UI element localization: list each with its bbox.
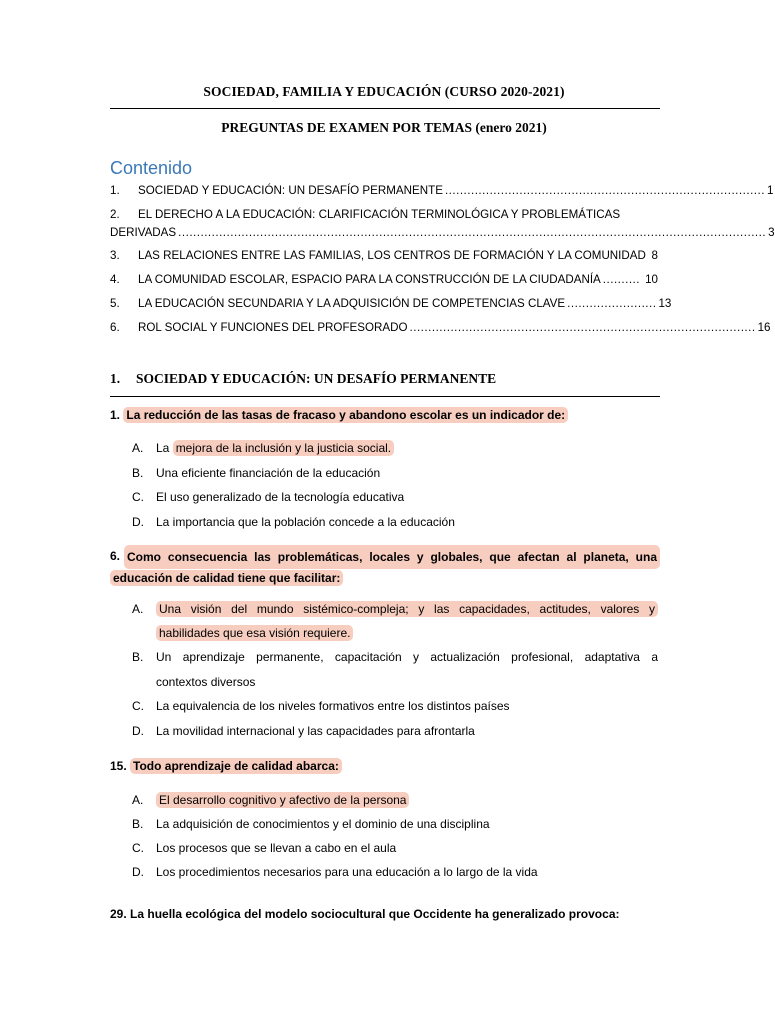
toc-entry-3[interactable] bbox=[110, 248, 658, 264]
toc-entry-text: ROL SOCIAL Y FUNCIONES DEL PROFESORADO bbox=[138, 321, 408, 334]
option-letter: A. bbox=[132, 602, 144, 616]
option-1a bbox=[132, 436, 658, 461]
question-text-highlighted: La reducción de las tasas de fracaso y abandono escolar es un indicador de: bbox=[123, 407, 568, 423]
option-letter: B. bbox=[132, 466, 144, 480]
option-6b-line2 bbox=[132, 670, 658, 695]
option-text-highlighted: habilidades que esa visión requiere. bbox=[156, 625, 353, 641]
question-15 bbox=[110, 755, 660, 777]
option-text: Los procesos que se llevan a cabo en el aula bbox=[156, 841, 397, 855]
document-subtitle bbox=[0, 120, 768, 136]
option-text: La adquisición de conocimientos y el dominio de una disciplina bbox=[156, 817, 490, 831]
option-6a bbox=[132, 597, 658, 622]
option-text: La movilidad internacional y las capacidades para afrontarla bbox=[156, 724, 475, 738]
toc-entry-text-line1: EL DERECHO A LA EDUCACIÓN: CLARIFICACIÓN TERMINOLÓGICA Y PROBLEMÁTICAS bbox=[138, 208, 621, 221]
toc-entry-page: 1 bbox=[766, 184, 774, 197]
option-letter: C. bbox=[132, 490, 144, 504]
toc-entry-number: 1. bbox=[110, 184, 120, 197]
option-text-highlighted: El desarrollo cognitivo y afectivo de la persona bbox=[156, 792, 409, 808]
toc-entry-6[interactable] bbox=[110, 320, 771, 336]
option-text: El uso generalizado de la tecnología educativa bbox=[156, 490, 405, 504]
question-text-highlighted: Como consecuencia las problemáticas, locales y globales, que afectan al planeta, una bbox=[124, 545, 660, 569]
toc-entry-page: 16 bbox=[757, 321, 771, 334]
toc-entry-text: LA COMUNIDAD ESCOLAR, ESPACIO PARA LA CONSTRUCCIÓN DE LA CIUDADANÍA bbox=[138, 273, 601, 286]
toc-entry-page: 10 bbox=[645, 273, 658, 286]
option-6d bbox=[132, 719, 658, 744]
option-6a-line2 bbox=[132, 621, 658, 646]
option-letter: B. bbox=[132, 650, 144, 664]
option-letter: D. bbox=[132, 865, 144, 879]
option-letter: B. bbox=[132, 817, 144, 831]
option-letter: C. bbox=[132, 699, 144, 713]
section-title-text: SOCIEDAD Y EDUCACIÓN: UN DESAFÍO PERMANENTE bbox=[136, 371, 497, 386]
option-letter: D. bbox=[132, 724, 144, 738]
question-text-highlighted: educación de calidad tiene que facilitar: bbox=[110, 570, 343, 586]
question-1 bbox=[110, 404, 660, 426]
section-divider bbox=[110, 396, 660, 397]
toc-entry-leader: ............................................................................................. bbox=[409, 321, 756, 334]
question-text-highlighted: Todo aprendizaje de calidad abarca: bbox=[130, 758, 342, 774]
option-text: contextos diversos bbox=[156, 675, 256, 689]
toc-entry-text: LAS RELACIONES ENTRE LAS FAMILIAS, LOS CENTROS DE FORMACIÓN Y LA COMUNIDAD bbox=[138, 249, 646, 262]
option-1b bbox=[132, 461, 658, 486]
toc-entry-number: 3. bbox=[110, 249, 120, 262]
toc-entry-1[interactable] bbox=[110, 183, 774, 199]
toc-entry-leader: ...................................................................................... bbox=[444, 184, 765, 197]
toc-heading: Contenido bbox=[110, 158, 193, 178]
option-1d bbox=[132, 510, 658, 535]
toc-entry-leader: .............................................................................................................................................................. bbox=[178, 226, 767, 239]
toc-entry-number: 6. bbox=[110, 321, 120, 334]
option-text-highlighted: Una visión del mundo sistémico-compleja; y las capacidades, actitudes, valores y bbox=[156, 601, 658, 617]
subtitle-main: PREGUNTAS DE EXAMEN POR TEMAS bbox=[221, 120, 473, 135]
option-text: Un aprendizaje permanente, capacitación y actualización profesional, adaptativa a bbox=[156, 650, 658, 664]
toc-entry-number: 5. bbox=[110, 297, 120, 310]
question-number: 15. bbox=[110, 759, 127, 773]
toc-entry-number: 2. bbox=[110, 208, 120, 221]
toc-entry-text-line2: DERIVADAS bbox=[110, 226, 177, 239]
toc-entry-text: LA EDUCACIÓN SECUNDARIA Y LA ADQUISICIÓN DE COMPETENCIAS CLAVE bbox=[138, 297, 566, 310]
section-number: 1. bbox=[110, 371, 121, 386]
option-text: La bbox=[156, 441, 173, 455]
toc-entry-2[interactable] bbox=[110, 207, 775, 241]
option-letter: D. bbox=[132, 515, 144, 529]
question-number: 6. bbox=[110, 549, 121, 563]
section-heading bbox=[110, 371, 496, 387]
question-6 bbox=[110, 545, 660, 589]
question-number: 1. bbox=[110, 408, 121, 422]
toc-entry-number: 4. bbox=[110, 273, 120, 286]
question-29 bbox=[110, 903, 660, 925]
question-number: 29. bbox=[110, 907, 127, 921]
toc-entry-leader: .......... bbox=[602, 273, 640, 286]
question-text: La huella ecológica del modelo sociocultural que Occidente ha generalizado provoca: bbox=[130, 907, 620, 921]
toc-entry-page: 3 bbox=[768, 226, 775, 239]
option-1c bbox=[132, 485, 658, 510]
option-text: Los procedimientos necesarios para una educación a lo largo de la vida bbox=[156, 865, 538, 879]
option-text: La equivalencia de los niveles formativos entre los distintos países bbox=[156, 699, 510, 713]
option-text: La importancia que la población concede a la educación bbox=[156, 515, 455, 529]
option-letter: C. bbox=[132, 841, 144, 855]
toc-entry-4[interactable] bbox=[110, 272, 658, 288]
toc-entry-page: 8 bbox=[651, 249, 658, 262]
subtitle-paren: (enero 2021) bbox=[475, 120, 547, 135]
option-letter: A. bbox=[132, 793, 144, 807]
toc-entry-text: SOCIEDAD Y EDUCACIÓN: UN DESAFÍO PERMANENTE bbox=[138, 184, 443, 197]
option-15a bbox=[132, 788, 658, 813]
option-6c bbox=[132, 694, 658, 719]
option-text: Una eficiente financiación de la educación bbox=[156, 466, 381, 480]
toc-entry-leader: ........................ bbox=[567, 297, 657, 310]
title-divider bbox=[110, 108, 660, 109]
option-15b bbox=[132, 812, 658, 837]
option-text-highlighted: mejora de la inclusión y la justicia social. bbox=[173, 440, 394, 456]
option-15c bbox=[132, 836, 658, 861]
option-letter: A. bbox=[132, 441, 144, 455]
toc-entry-5[interactable] bbox=[110, 296, 672, 312]
document-title: SOCIEDAD, FAMILIA Y EDUCACIÓN (CURSO 2020-2021) bbox=[203, 84, 565, 99]
toc-entry-page: 13 bbox=[658, 297, 672, 310]
option-15d bbox=[132, 860, 658, 885]
option-6b bbox=[132, 645, 658, 670]
